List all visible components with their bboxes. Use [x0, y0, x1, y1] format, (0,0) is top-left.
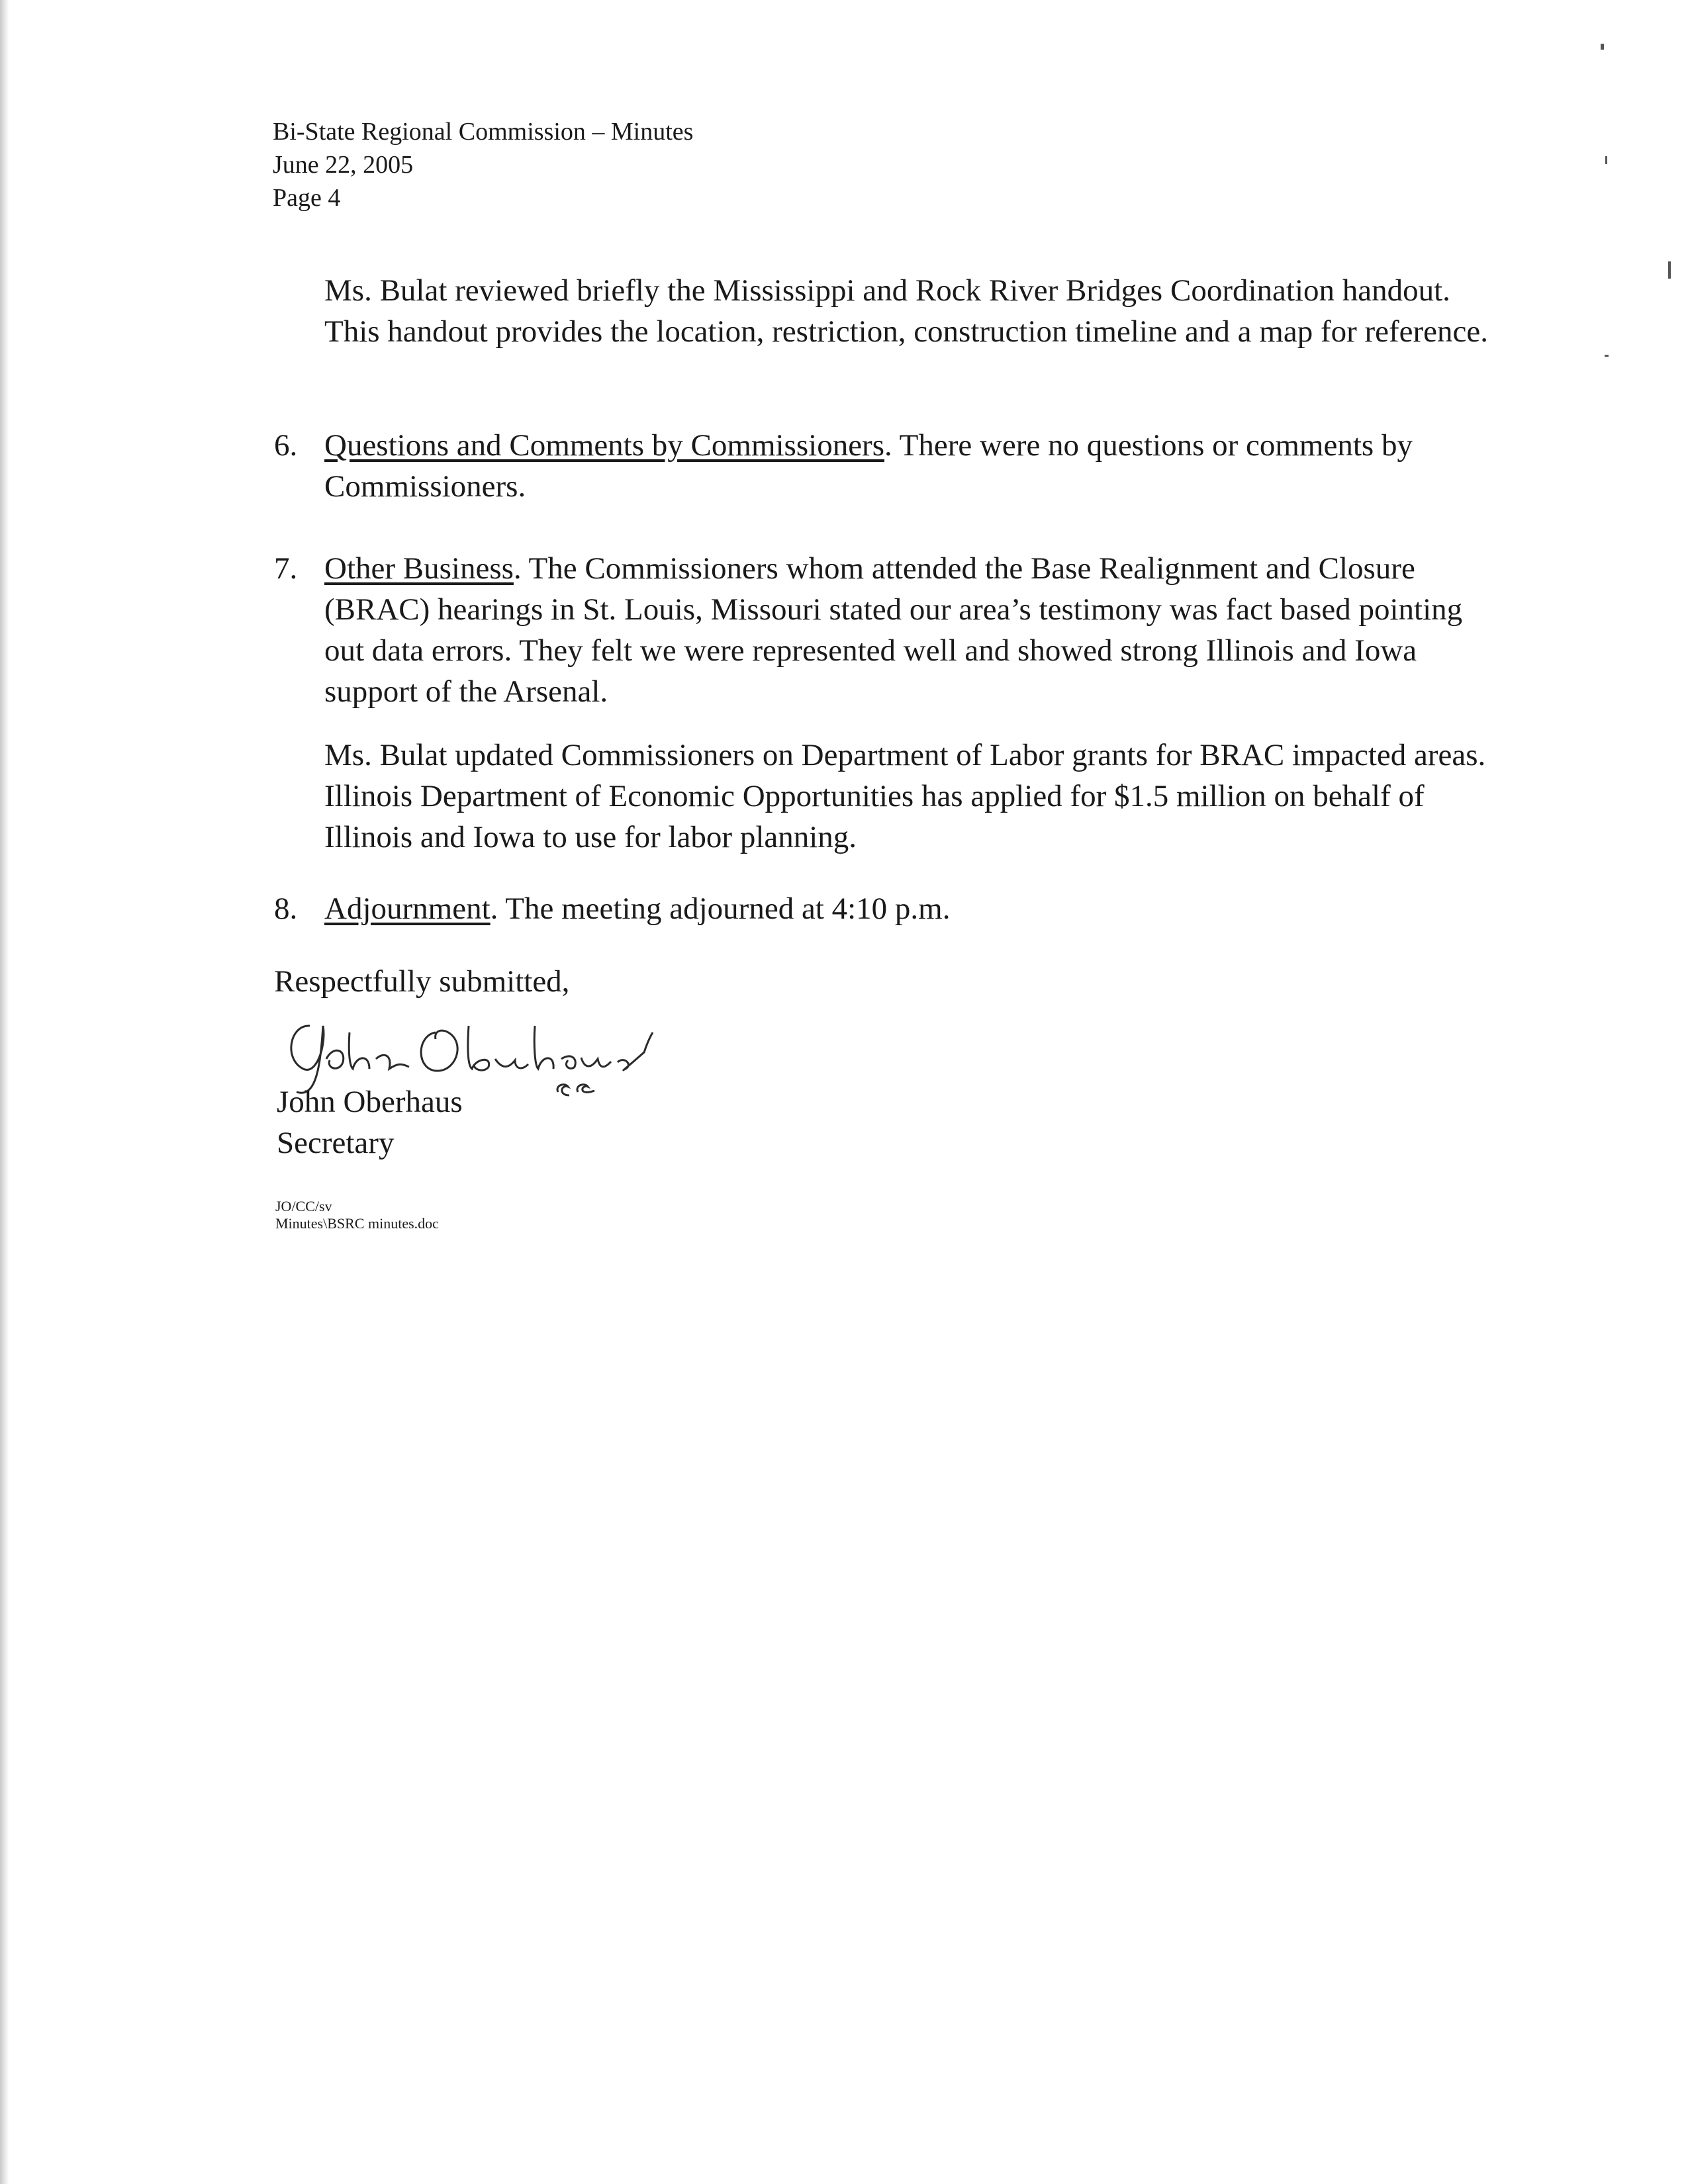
item-text: . The meeting adjourned at 4:10 p.m. [490, 891, 951, 926]
item-body [324, 888, 1509, 929]
header-title: Bi-State Regional Commission – Minutes [273, 118, 694, 146]
signature-block [277, 1081, 463, 1163]
scan-mark [1605, 156, 1607, 164]
document-footer [275, 1198, 439, 1232]
scan-mark [1668, 261, 1671, 279]
item-text: . The Commissioners whom attended the Base Realignment and Closure (BRAC) hearings in St. Louis, Missouri stated our area’s testimony was fact based pointing out data errors. They felt we were represented well and showed strong Illinois and Iowa support of the Arsenal. [324, 551, 1463, 709]
item-text: . There were no questions or comments by Commissioners. [324, 428, 1413, 504]
signer-role: Secretary [277, 1126, 395, 1160]
item-7-followup: Ms. Bulat updated Commissioners on Department of Labor grants for BRAC impacted areas. Illinois Department of Economic Opportunities has applied for $1.5 million on behalf of Illinois and Iowa to use for labor planning. [324, 738, 1486, 854]
item-title: Other Business [324, 551, 514, 586]
signer-name: John Oberhaus [277, 1085, 463, 1119]
item-body [324, 548, 1509, 712]
closing-line: Respectfully submitted, [274, 964, 570, 999]
scan-mark [1605, 355, 1609, 357]
item-number: 8. [274, 891, 298, 926]
item-number: 6. [274, 428, 298, 463]
scan-edge [0, 0, 9, 2184]
footer-file-path: Minutes\BSRC minutes.doc [275, 1215, 439, 1232]
intro-paragraph: Ms. Bulat reviewed briefly the Mississippi and Rock River Bridges Coordination handout. This handout provides the location, restriction, construction timeline and a map for reference. [324, 273, 1489, 349]
header-date: June 22, 2005 [273, 151, 414, 179]
item-title: Adjournment [324, 891, 491, 926]
item-number: 7. [274, 551, 298, 586]
document-header [273, 115, 693, 214]
scan-mark [1601, 44, 1604, 50]
header-page-number: Page 4 [273, 184, 341, 212]
item-title: Questions and Comments by Commissioners [324, 428, 884, 463]
item-body [324, 425, 1509, 507]
footer-initials: JO/CC/sv [275, 1198, 332, 1214]
